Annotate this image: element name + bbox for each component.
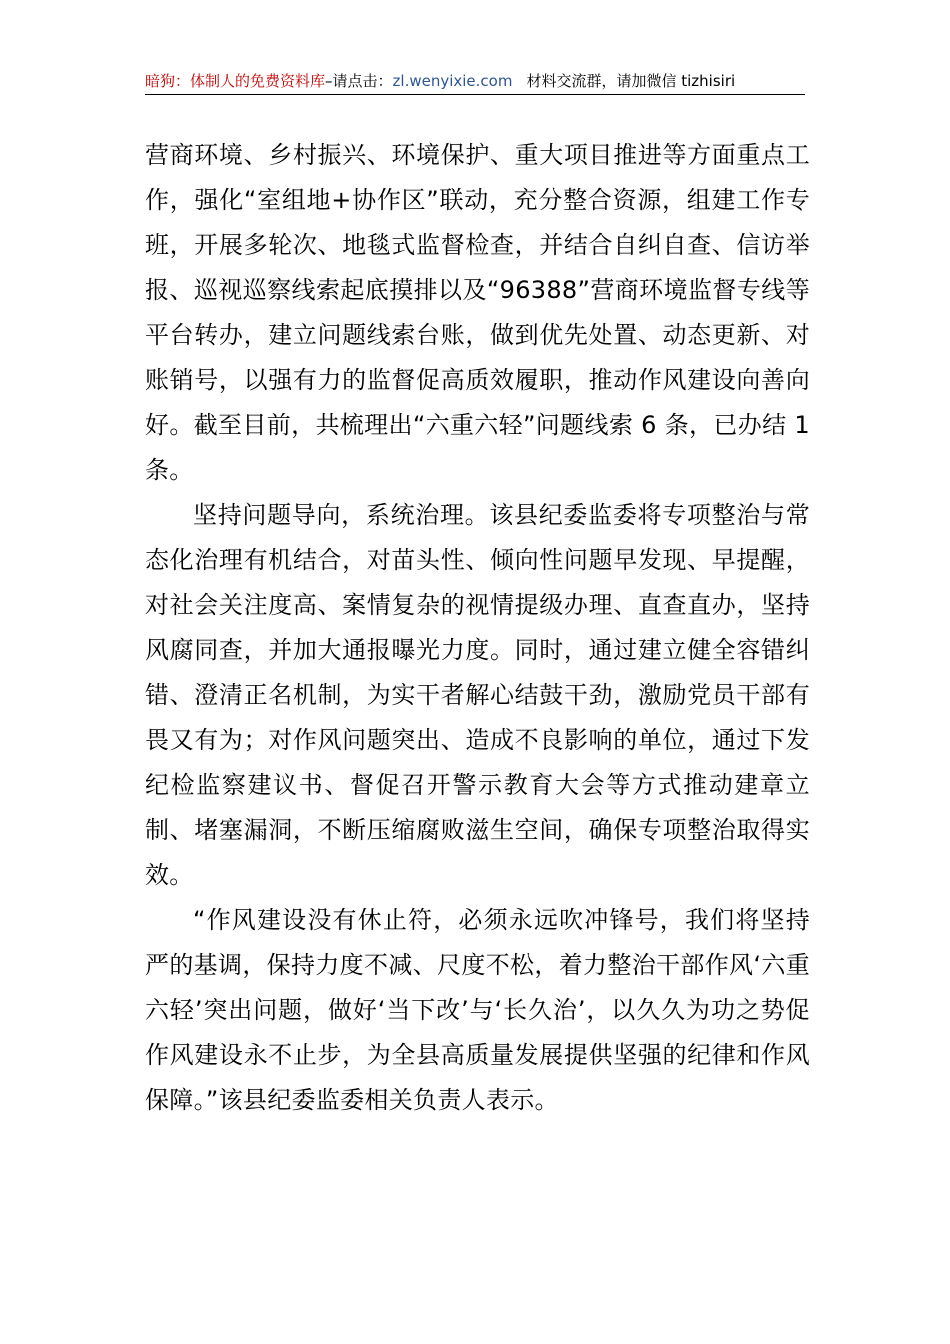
paragraph-systematic-governance: 坚持问题导向，系统治理。该县纪委监委将专项整治与常态化治理有机结合，对苗头性、倾向性问题早发现、早提醒，对社会关注度高、案情复杂的视情提级办理、直查直办，坚持风腐同查，并加大通报曝光力度。同时，通过建立健全容错纠错、澄清正名机制，为实干者解心结鼓干劲，激励党员干部有畏又有为；对作风问题突出、造成不良影响的单位，通过下发纪检监察建议书、督促召开警示教育大会等方式推动建章立制、堵塞漏洞，不断压缩腐败滋生空间，确保专项整治取得实效。 [145, 501, 810, 889]
document-body [145, 133, 810, 1123]
paragraph-continued: 营商环境、乡村振兴、环境保护、重大项目推进等方面重点工作，强化“室组地+协作区”联动，充分整合资源，组建工作专班，开展多轮次、地毯式监督检查，并结合自纠自查、信访举报、巡视巡察线索起底摸排以及“96388”营商环境监督专线等平台转办，建立问题线索台账，做到优先处置、动态更新、对账销号，以强有力的监督促高质效履职，推动作风建设向善向好。截至目前，共梳理出“六重六轻”问题线索 6 条，已办结 1 条。 [145, 141, 810, 484]
header-prompt: –请点击： [325, 72, 393, 90]
header-brand: 暗狗：体制人的免费资料库 [145, 72, 326, 90]
header-url-link[interactable]: zl.wenyixie.com [392, 72, 513, 90]
page-header [145, 68, 805, 95]
paragraph-official-quote: “作风建设没有休止符，必须永远吹冲锋号，我们将坚持严的基调，保持力度不减、尺度不松，着力整治干部作风‘六重六轻’突出问题，做好‘当下改’与‘长久治’，以久久为功之势促作风建设永不止步，为全县高质量发展提供坚强的纪律和作风保障。”该县纪委监委相关负责人表示。 [145, 906, 810, 1114]
header-wechat-note: 材料交流群，请加微信 tizhisiri [526, 72, 736, 90]
